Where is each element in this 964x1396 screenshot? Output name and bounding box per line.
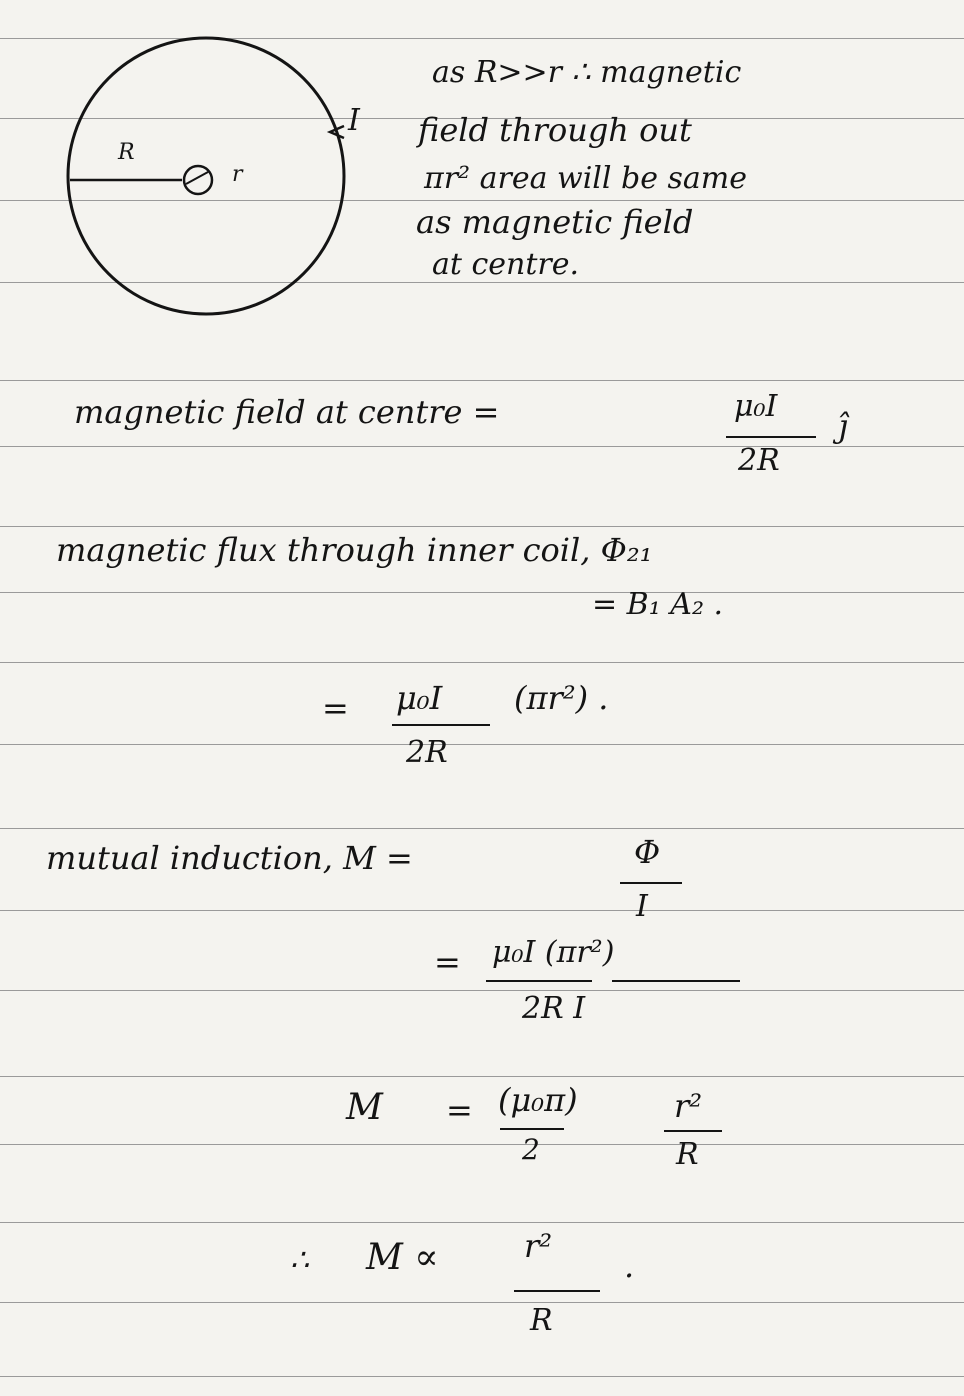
eq-sign: = — [446, 1091, 473, 1129]
constant-denominator: 2 — [522, 1133, 540, 1166]
outer-coil-circle — [68, 38, 344, 314]
eq-sign: = — [322, 689, 349, 727]
m-denominator: I — [636, 889, 648, 924]
conclusion-numerator: r² — [524, 1227, 553, 1265]
note-line-5: at centre. — [432, 247, 580, 282]
eq-sign: = — [434, 943, 461, 981]
fraction-bar — [392, 724, 490, 726]
r-squared: r² — [674, 1087, 703, 1125]
unit-vector-j: ĵ — [838, 407, 848, 445]
current-label: I — [348, 103, 360, 138]
field-at-centre-text: magnetic field at centre = — [74, 393, 500, 431]
conclusion-dot: . — [624, 1247, 635, 1285]
conclusion-denominator: R — [530, 1303, 553, 1338]
fraction-bar — [620, 882, 682, 884]
m-expanded-numerator: μ₀I (πr²) — [492, 935, 615, 970]
inner-coil-mark — [186, 172, 208, 184]
constant-numerator: (μ₀π) — [498, 1081, 578, 1119]
field-denominator: 2R — [738, 443, 780, 478]
inner-coil-circle — [184, 166, 212, 194]
note-line-4: as magnetic field — [416, 203, 694, 241]
proportional-text: M ∝ — [366, 1237, 439, 1278]
fraction-bar — [726, 436, 816, 438]
flux-text: magnetic flux through inner coil, Φ₂₁ — [56, 531, 653, 569]
capital-r: R — [676, 1137, 699, 1172]
radius-label: R — [118, 140, 135, 165]
m-symbol: M — [346, 1087, 383, 1128]
fraction-bar — [500, 1128, 564, 1130]
small-coil-label: r — [232, 162, 243, 187]
fraction-bar — [664, 1130, 722, 1132]
mutual-induction-text: mutual induction, M = — [46, 839, 413, 877]
fraction-bar — [486, 980, 592, 982]
field-numerator: μ₀I — [734, 389, 778, 424]
flux-denominator: 2R — [406, 735, 448, 770]
note-line-3: πr² area will be same — [424, 161, 747, 196]
fraction-bar — [514, 1290, 600, 1292]
therefore-symbol: ∴ — [290, 1243, 310, 1278]
fraction-bar — [612, 980, 740, 982]
flux-numerator: μ₀I — [396, 679, 443, 717]
flux-factor: (πr²) . — [514, 679, 609, 717]
m-expanded-denominator: 2R I — [522, 991, 586, 1026]
m-numerator: Φ — [634, 833, 661, 871]
note-line-2: field through out — [418, 111, 692, 149]
flux-product: = B₁ A₂ . — [592, 587, 724, 622]
note-line-1: as R>>r ∴ magnetic — [432, 55, 742, 90]
